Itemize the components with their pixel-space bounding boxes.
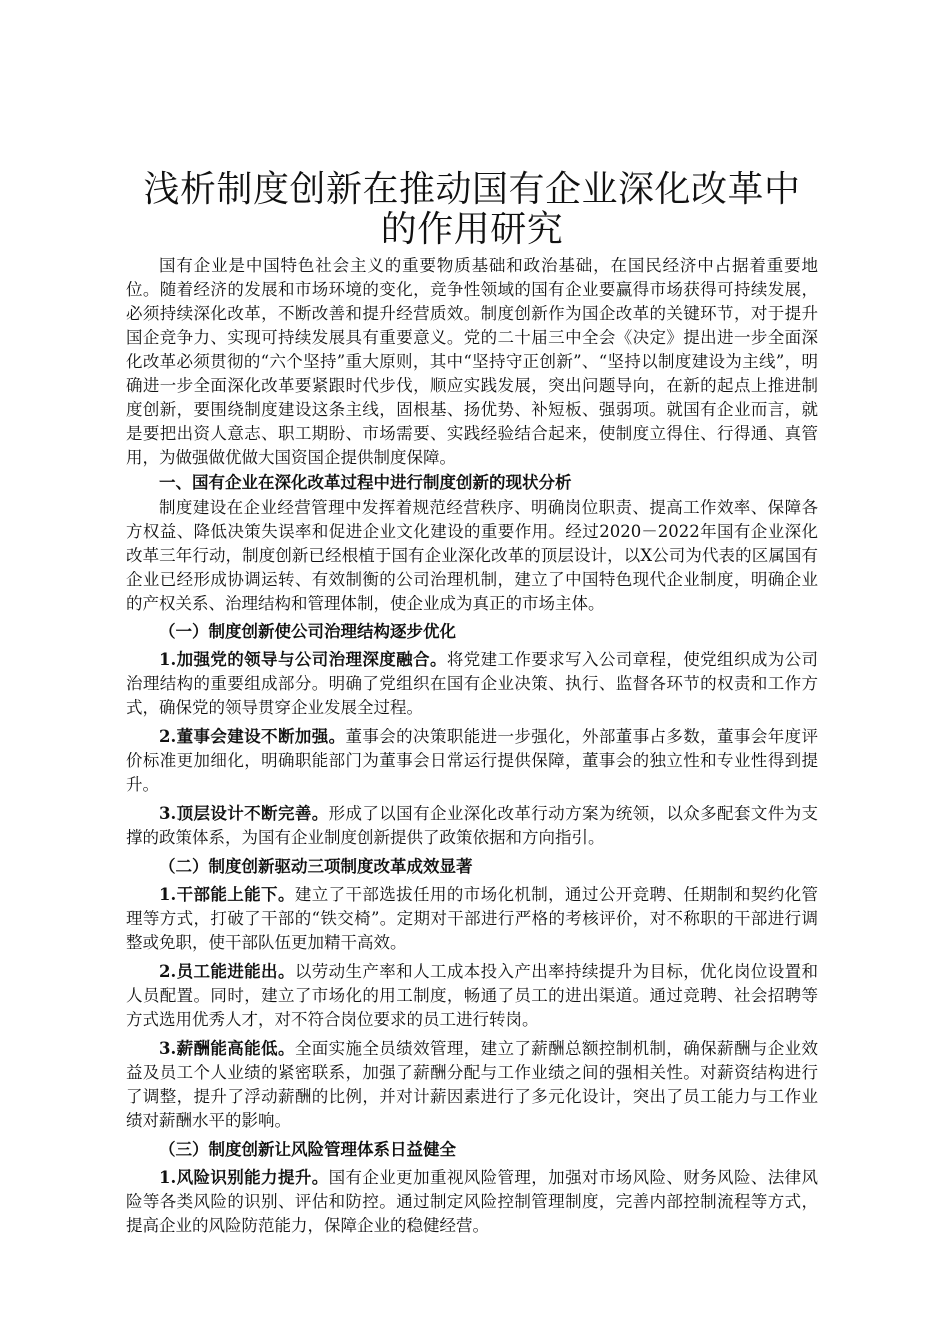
subsection-3-item-1 [126, 1166, 818, 1238]
subsection-1-item-1 [126, 648, 818, 720]
subsection-heading-3: （三）制度创新让风险管理体系日益健全 [159, 1140, 456, 1159]
item-text: 形成了以国有企业深化改革行动方案为统领，以众多配套文件为支撑的政策体系，为国有企业制度创新提供了政策依据和方向指引。 [126, 804, 819, 847]
item-lead: 3.顶层设计不断完善。 [159, 804, 329, 823]
item-text: 建立了干部选拔任用的市场化机制，通过公开竞聘、任期制和契约化管理等方式，打破了干部的“铁交椅”。定期对干部进行严格的考核评价，对不称职的干部进行调整或免职，使干部队伍更加精干高效。 [126, 885, 819, 952]
subsection-2-item-2 [126, 960, 818, 1032]
subsection-heading-2: （二）制度创新驱动三项制度改革成效显著 [159, 857, 473, 876]
item-lead: 2.员工能进能出。 [159, 962, 295, 981]
item-lead: 2.董事会建设不断加强。 [159, 727, 346, 746]
subsection-heading-1: （一）制度创新使公司治理结构逐步优化 [159, 622, 456, 641]
subsection-2-item-1 [126, 883, 818, 955]
item-text: 将党建工作要求写入公司章程，使党组织成为公司治理结构的重要组成部分。明确了党组织在国有企业决策、执行、监督各环节的权责和工作方式，确保党的领导贯穿企业发展全过程。 [126, 650, 819, 717]
intro-paragraph: 国有企业是中国特色社会主义的重要物质基础和政治基础，在国民经济中占据着重要地位。随着经济的发展和市场环境的变化，竞争性领域的国有企业要赢得市场获得可持续发展，必须持续深化改革，不断改善和提升经营质效。制度创新作为国企改革的关键环节，对于提升国企竞争力、实现可持续发展具有重要意义。党的二十届三中全会《决定》提出进一步全面深化改革必须贯彻的“六个坚持”重大原则，其中“坚持守正创新”、“坚持以制度建设为主线”，明确进一步全面深化改革要紧跟时代步伐，顺应实践发展，突出问题导向，在新的起点上推进制度创新，要围绕制度建设这条主线，固根基、扬优势、补短板、强弱项。就国有企业而言，就是要把出资人意志、职工期盼、市场需要、实践经验结合起来，使制度立得住、行得通、真管用，为做强做优做大国资国企提供制度保障。 [126, 256, 818, 467]
subsection-1-item-2 [126, 725, 818, 797]
document-title: 浅析制度创新在推动国有企业深化改革中的作用研究 [143, 169, 801, 250]
item-text: 国有企业更加重视风险管理，加强对市场风险、财务风险、法律风险等各类风险的识别、评估和防控。通过制定风险控制管理制度，完善内部控制流程等方式，提高企业的风险防范能力，保障企业的稳健经营。 [126, 1168, 819, 1235]
item-text: 全面实施全员绩效管理，建立了薪酬总额控制机制，确保薪酬与企业效益及员工个人业绩的紧密联系，加强了薪酬分配与工作业绩之间的强相关性。对薪资结构进行了调整，提升了浮动薪酬的比例，并对计薪因素进行了多元化设计，突出了员工能力与工作业绩对薪酬水平的影响。 [126, 1039, 819, 1130]
section-1-paragraph: 制度建设在企业经营管理中发挥着规范经营秩序、明确岗位职责、提高工作效率、保障各方权益、降低决策失误率和促进企业文化建设的重要作用。经过2020－2022年国有企业深化改革三年行动，制度创新已经根植于国有企业深化改革的顶层设计，以X公司为代表的区属国有企业已经形成协调运转、有效制衡的公司治理机制，建立了中国特色现代企业制度，明确企业的产权关系、治理结构和管理体制，使企业成为真正的市场主体。 [126, 498, 818, 613]
item-lead: 1.干部能上能下。 [159, 885, 295, 904]
item-text: 董事会的决策职能进一步强化，外部董事占多数，董事会年度评价标准更加细化，明确职能部门为董事会日常运行提供保障，董事会的独立性和专业性得到提升。 [126, 727, 818, 794]
section-heading-1: 一、国有企业在深化改革过程中进行制度创新的现状分析 [159, 473, 572, 492]
subsection-1-item-3 [126, 802, 818, 850]
item-lead: 3.薪酬能高能低。 [159, 1039, 295, 1058]
subsection-2-item-3 [126, 1037, 818, 1133]
item-text: 以劳动生产率和人工成本投入产出率持续提升为目标，优化岗位设置和人员配置。同时，建立了市场化的用工制度，畅通了员工的进出渠道。通过竞聘、社会招聘等方式选用优秀人才，对不符合岗位要求的员工进行转岗。 [126, 962, 819, 1029]
item-lead: 1.加强党的领导与公司治理深度融合。 [159, 650, 447, 669]
document-body [126, 170, 818, 1243]
item-lead: 1.风险识别能力提升。 [159, 1168, 329, 1187]
